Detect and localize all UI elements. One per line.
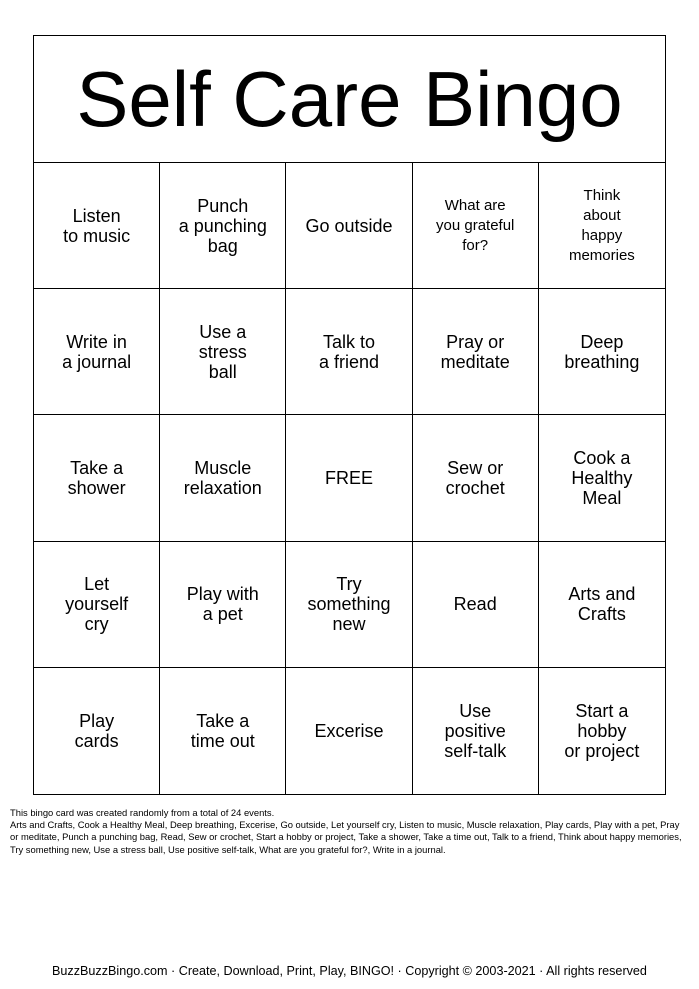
bingo-cell: Play cards: [34, 668, 160, 794]
bingo-cell: Start a hobby or project: [564, 700, 640, 761]
notes-event-list: Arts and Crafts, Cook a Healthy Meal, Deep breathing, Excerise, Go outside, Let yourself cry, Listen to music, Muscle relaxation, Play cards, Play with a pet, Pray or meditate, Punch a punching bag, Read, Sew or crochet, Start a hobby or project, Take a shower, Take a time out, Talk to a friend, Think about happy memories, Try something new, Use a stress ball, Use positive self-talk, What are you grateful for?, Write in a journal.: [10, 819, 682, 855]
bingo-cell: Use positive self-talk: [413, 668, 539, 794]
bingo-cell: Read: [413, 542, 539, 668]
bingo-cell: Excerise: [286, 668, 412, 794]
card-title: Self Care Bingo: [34, 36, 665, 163]
bingo-cell: Take a shower: [34, 415, 160, 541]
bingo-cell: Write in a journal: [34, 289, 160, 415]
bingo-cell: Try something new: [286, 542, 412, 668]
bingo-cell: Let yourself cry: [34, 542, 160, 668]
bingo-cell: Cook a Healthy Meal: [539, 415, 665, 541]
free-cell: FREE: [286, 415, 412, 541]
bingo-card: [33, 35, 666, 795]
bingo-cell: Sew or crochet: [413, 415, 539, 541]
event-notes: [10, 807, 690, 856]
bingo-cell: Arts and Crafts: [539, 542, 665, 668]
bingo-cell: Talk to a friend: [286, 289, 412, 415]
site-footer: BuzzBuzzBingo.com · Create, Download, Print, Play, BINGO! · Copyright © 2003-2021 · All rights reserved: [52, 964, 647, 978]
bingo-grid: [34, 163, 665, 794]
bingo-cell: Use a stress ball: [160, 289, 286, 415]
bingo-cell: Muscle relaxation: [160, 415, 286, 541]
bingo-cell: Take a time out: [160, 668, 286, 794]
bingo-cell: Listen to music: [34, 163, 160, 289]
bingo-cell: Punch a punching bag: [160, 163, 286, 289]
bingo-cell: What are you grateful for?: [413, 163, 539, 289]
bingo-cell: Play with a pet: [160, 542, 286, 668]
bingo-cell: Go outside: [286, 163, 412, 289]
notes-intro: This bingo card was created randomly from a total of 24 events.: [10, 807, 275, 818]
bingo-cell: Pray or meditate: [413, 289, 539, 415]
bingo-cell: Think about happy memories: [539, 163, 665, 289]
bingo-cell: Deep breathing: [539, 289, 665, 415]
